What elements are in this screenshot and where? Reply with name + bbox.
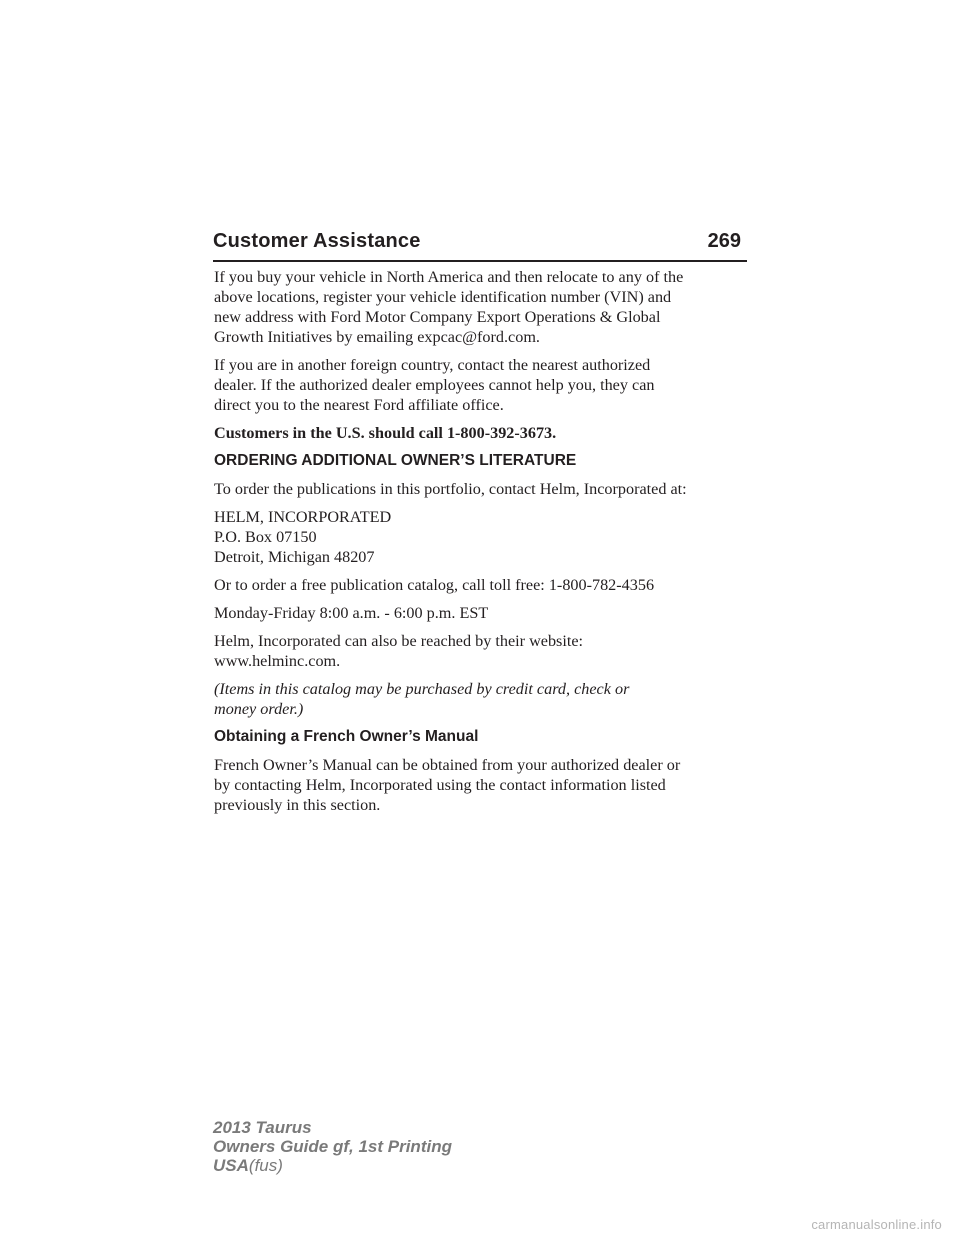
text-line: money order.) <box>214 700 304 718</box>
vin-registration-paragraph <box>214 267 734 347</box>
text-line: Growth Initiatives by emailing expcac@ford.com. <box>214 328 540 346</box>
text-line: dealer. If the authorized dealer employees cannot help you, they can <box>214 376 655 394</box>
us-call-note: Customers in the U.S. should call 1-800-392-3673. <box>214 424 557 442</box>
page-body <box>214 267 734 823</box>
footer-region: USA(fus) <box>213 1156 283 1175</box>
page-header <box>213 226 747 262</box>
header-divider <box>213 260 747 262</box>
text-line: new address with Ford Motor Company Export Operations & Global <box>214 308 661 326</box>
footer-guide: Owners Guide gf, 1st Printing <box>213 1137 452 1156</box>
address-line: HELM, INCORPORATED <box>214 508 392 526</box>
text-line: above locations, register your vehicle identification number (VIN) and <box>214 288 672 306</box>
order-intro-paragraph: To order the publications in this portfolio, contact Helm, Incorporated at: <box>214 480 687 498</box>
french-manual-heading: Obtaining a French Owner’s Manual <box>214 728 479 745</box>
foreign-country-paragraph <box>214 355 734 415</box>
text-line: direct you to the nearest Ford affiliate office. <box>214 396 504 414</box>
website-paragraph <box>214 631 734 671</box>
ordering-literature-heading: ORDERING ADDITIONAL OWNER’S LITERATURE <box>214 452 577 469</box>
page-footer <box>213 1118 452 1175</box>
business-hours: Monday-Friday 8:00 a.m. - 6:00 p.m. EST <box>214 604 489 622</box>
text-line: If you are in another foreign country, contact the nearest authorized <box>214 356 651 374</box>
text-line: Helm, Incorporated can also be reached by their website: <box>214 632 584 650</box>
text-line: French Owner’s Manual can be obtained from your authorized dealer or <box>214 756 681 774</box>
french-manual-paragraph <box>214 755 734 815</box>
helm-address <box>214 507 734 567</box>
section-title: Customer Assistance <box>213 230 421 252</box>
website-link[interactable]: www.helminc.com. <box>214 652 341 670</box>
text-line: (Items in this catalog may be purchased by credit card, check or <box>214 680 630 698</box>
catalog-phone-line: Or to order a free publication catalog, call toll free: 1-800-782-4356 <box>214 576 655 594</box>
payment-note <box>214 679 734 719</box>
footer-region-code: (fus) <box>248 1156 283 1175</box>
text-line: previously in this section. <box>214 796 381 814</box>
footer-model: 2013 Taurus <box>213 1118 312 1137</box>
page-number: 269 <box>707 230 741 252</box>
text-line: by contacting Helm, Incorporated using the contact information listed <box>214 776 666 794</box>
address-line: P.O. Box 07150 <box>214 528 317 546</box>
text-line: If you buy your vehicle in North America and then relocate to any of the <box>214 268 684 286</box>
site-watermark: carmanualsonline.info <box>811 1217 942 1232</box>
address-line: Detroit, Michigan 48207 <box>214 548 375 566</box>
